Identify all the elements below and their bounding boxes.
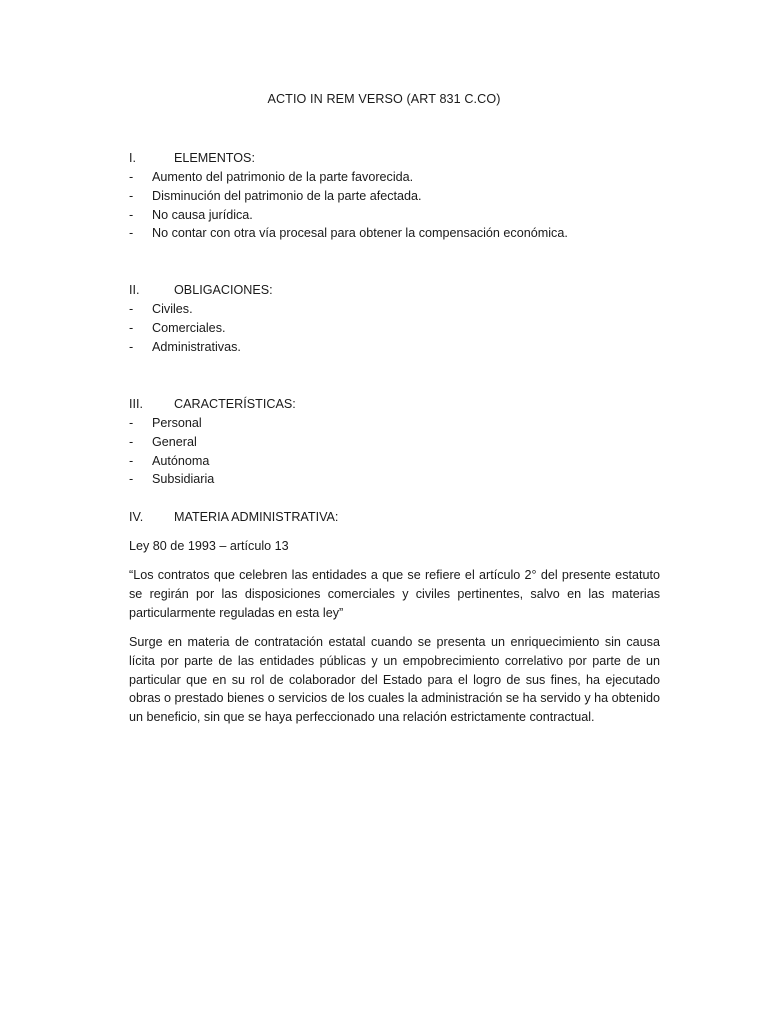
dash-marker: - [129,170,134,184]
section-number: III. [129,397,143,411]
dash-marker: - [129,339,134,354]
dash-marker: - [129,453,134,468]
law-quote: “Los contratos que celebren las entidades a que se refiere el artículo 2° del presente estatuto se regirán por las disposiciones comerciales y civiles pertinentes, salvo en las materias particularmente reguladas en esta ley” [129,568,660,620]
bullet-list [129,414,669,489]
section-title: MATERIA ADMINISTRATIVA: [174,510,339,524]
section-materia-administrativa [129,508,669,527]
section-title: OBLIGACIONES: [174,283,273,297]
bullet-list [129,168,669,243]
dash-marker: - [129,302,134,316]
list-item: - Autónoma [129,452,669,471]
list-item: - Aumento del patrimonio de la parte favorecida. [129,168,669,187]
section-heading [129,281,669,300]
section-heading [129,395,669,414]
dash-marker: - [129,434,134,449]
list-item: - Civiles. [129,300,669,319]
law-reference: Ley 80 de 1993 – artículo 13 [129,539,289,553]
dash-marker: - [129,320,134,335]
document-title: ACTIO IN REM VERSO (ART 831 C.CO) [267,92,501,106]
list-item: - Administrativas. [129,338,669,357]
section-title: CARACTERÍSTICAS: [174,397,296,411]
section-title: ELEMENTOS: [174,151,255,165]
section-heading [129,149,669,168]
list-item: - Disminución del patrimonio de la parte afectada. [129,187,669,206]
dash-marker: - [129,188,134,203]
section-elementos [129,149,669,243]
list-item: - Comerciales. [129,319,669,338]
dash-marker: - [129,226,134,241]
section-number: I. [129,151,136,165]
section-caracteristicas [129,395,669,489]
dash-marker: - [129,416,134,430]
section-number: II. [129,283,140,297]
list-item: - Personal [129,414,669,433]
dash-marker: - [129,207,134,222]
list-item: - No contar con otra vía procesal para obtener la compensación económica. [129,224,669,243]
section-obligaciones [129,281,669,356]
bullet-list [129,300,669,356]
explanation-paragraph: Surge en materia de contratación estatal cuando se presenta un enriquecimiento sin causa lícita por parte de las entidades públicas y un empobrecimiento correlativo por parte de un particular que en su rol de colaborador del Estado para el logro de sus fines, ha ejecutado obras o prestado bienes o servicios de los cuales la administración se ha servido y ha obtenido un beneficio, sin que se haya perfeccionado una relación estrictamente contractual. [129,635,660,725]
dash-marker: - [129,472,134,487]
list-item: - Subsidiaria [129,470,669,489]
section-heading [129,508,669,527]
list-item: - General [129,433,669,452]
list-item: - No causa jurídica. [129,206,669,225]
section-number: IV. [129,510,144,524]
